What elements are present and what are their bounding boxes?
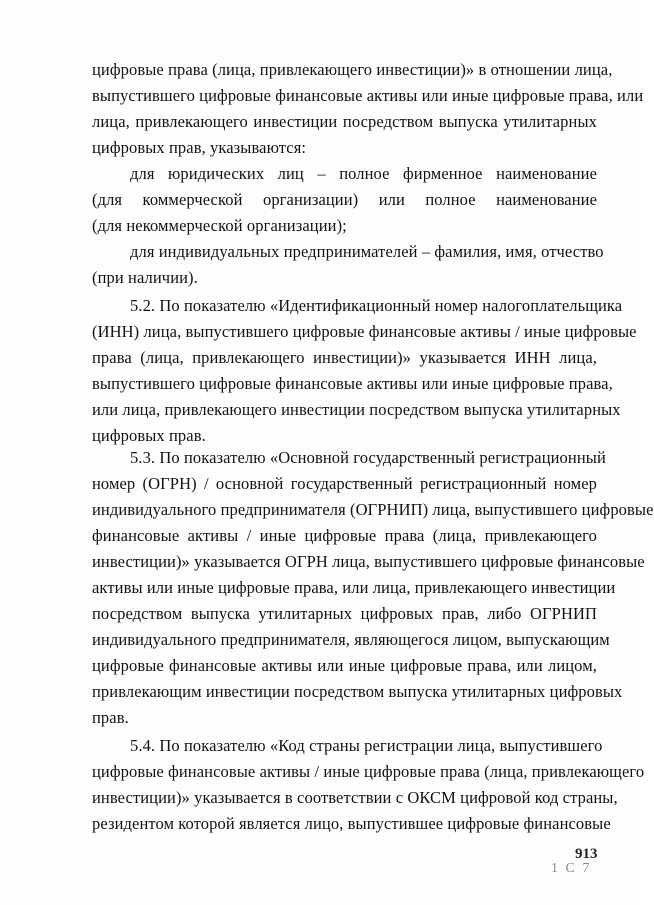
text-line: выпустившего цифровые финансовые активы или иные цифровые права, (92, 374, 613, 393)
text-line: (ИНН) лица, выпустившего цифровые финансовые активы / иные цифровые (92, 322, 637, 341)
text-line: финансовые активы / иные цифровые права (лица, привлекающего (92, 526, 597, 545)
text-line: цифровых прав, указываются: (92, 138, 307, 157)
stamp-mark: 1 С 7 (551, 861, 592, 876)
text-line: привлекающим инвестиции посредством выпуска утилитарных цифровых (92, 682, 623, 701)
text-line: выпустившего цифровые финансовые активы или иные цифровые права, или (92, 86, 644, 105)
text-line: 5.3. По показателю «Основной государственный регистрационный (130, 448, 606, 467)
text-line: (для некоммерческой организации); (92, 216, 347, 235)
text-line: 5.4. По показателю «Код страны регистрации лица, выпустившего (130, 736, 603, 755)
text-line: резидентом которой является лицо, выпустившее цифровые финансовые (92, 814, 611, 833)
page-number: 913 (575, 846, 598, 862)
text-line: для индивидуальных предпринимателей – фамилия, имя, отчество (130, 242, 604, 261)
text-line: прав. (92, 708, 129, 727)
text-line: (при наличии). (92, 268, 198, 287)
text-line: цифровые права (лица, привлекающего инвестиции)» в отношении лица, (92, 60, 613, 79)
text-line: инвестиции)» указывается ОГРН лица, выпустившего цифровые финансовые (92, 552, 645, 571)
text-line: цифровые финансовые активы / иные цифровые права (лица, привлекающего (92, 762, 645, 781)
text-line: цифровых прав. (92, 426, 206, 445)
text-line: инвестиции)» указывается в соответствии с ОКСМ цифровой код страны, (92, 788, 618, 807)
text-line: 5.2. По показателю «Идентификационный номер налогоплательщика (130, 296, 623, 315)
text-line: лица, привлекающего инвестиции посредством выпуска утилитарных (92, 112, 597, 131)
text-line: активы или иные цифровые права, или лица, привлекающего инвестиции (92, 578, 616, 597)
text-line: для юридических лиц – полное фирменное наименование (130, 164, 597, 183)
text-line: номер (ОГРН) / основной государственный регистрационный номер (92, 474, 597, 493)
text-line: (для коммерческой организации) или полное наименование (92, 190, 597, 209)
text-line: цифровые финансовые активы или иные цифровые права, или лицом, (92, 656, 597, 675)
text-line: права (лица, привлекающего инвестиции)» указывается ИНН лица, (92, 348, 597, 367)
text-line: индивидуального предпринимателя (ОГРНИП) лица, выпустившего цифровые (92, 500, 654, 519)
text-line: индивидуального предпринимателя, являющегося лицом, выпускающим (92, 630, 610, 649)
text-line: посредством выпуска утилитарных цифровых прав, либо ОГРНИП (92, 604, 597, 623)
text-line: или лица, привлекающего инвестиции посредством выпуска утилитарных (92, 400, 621, 419)
